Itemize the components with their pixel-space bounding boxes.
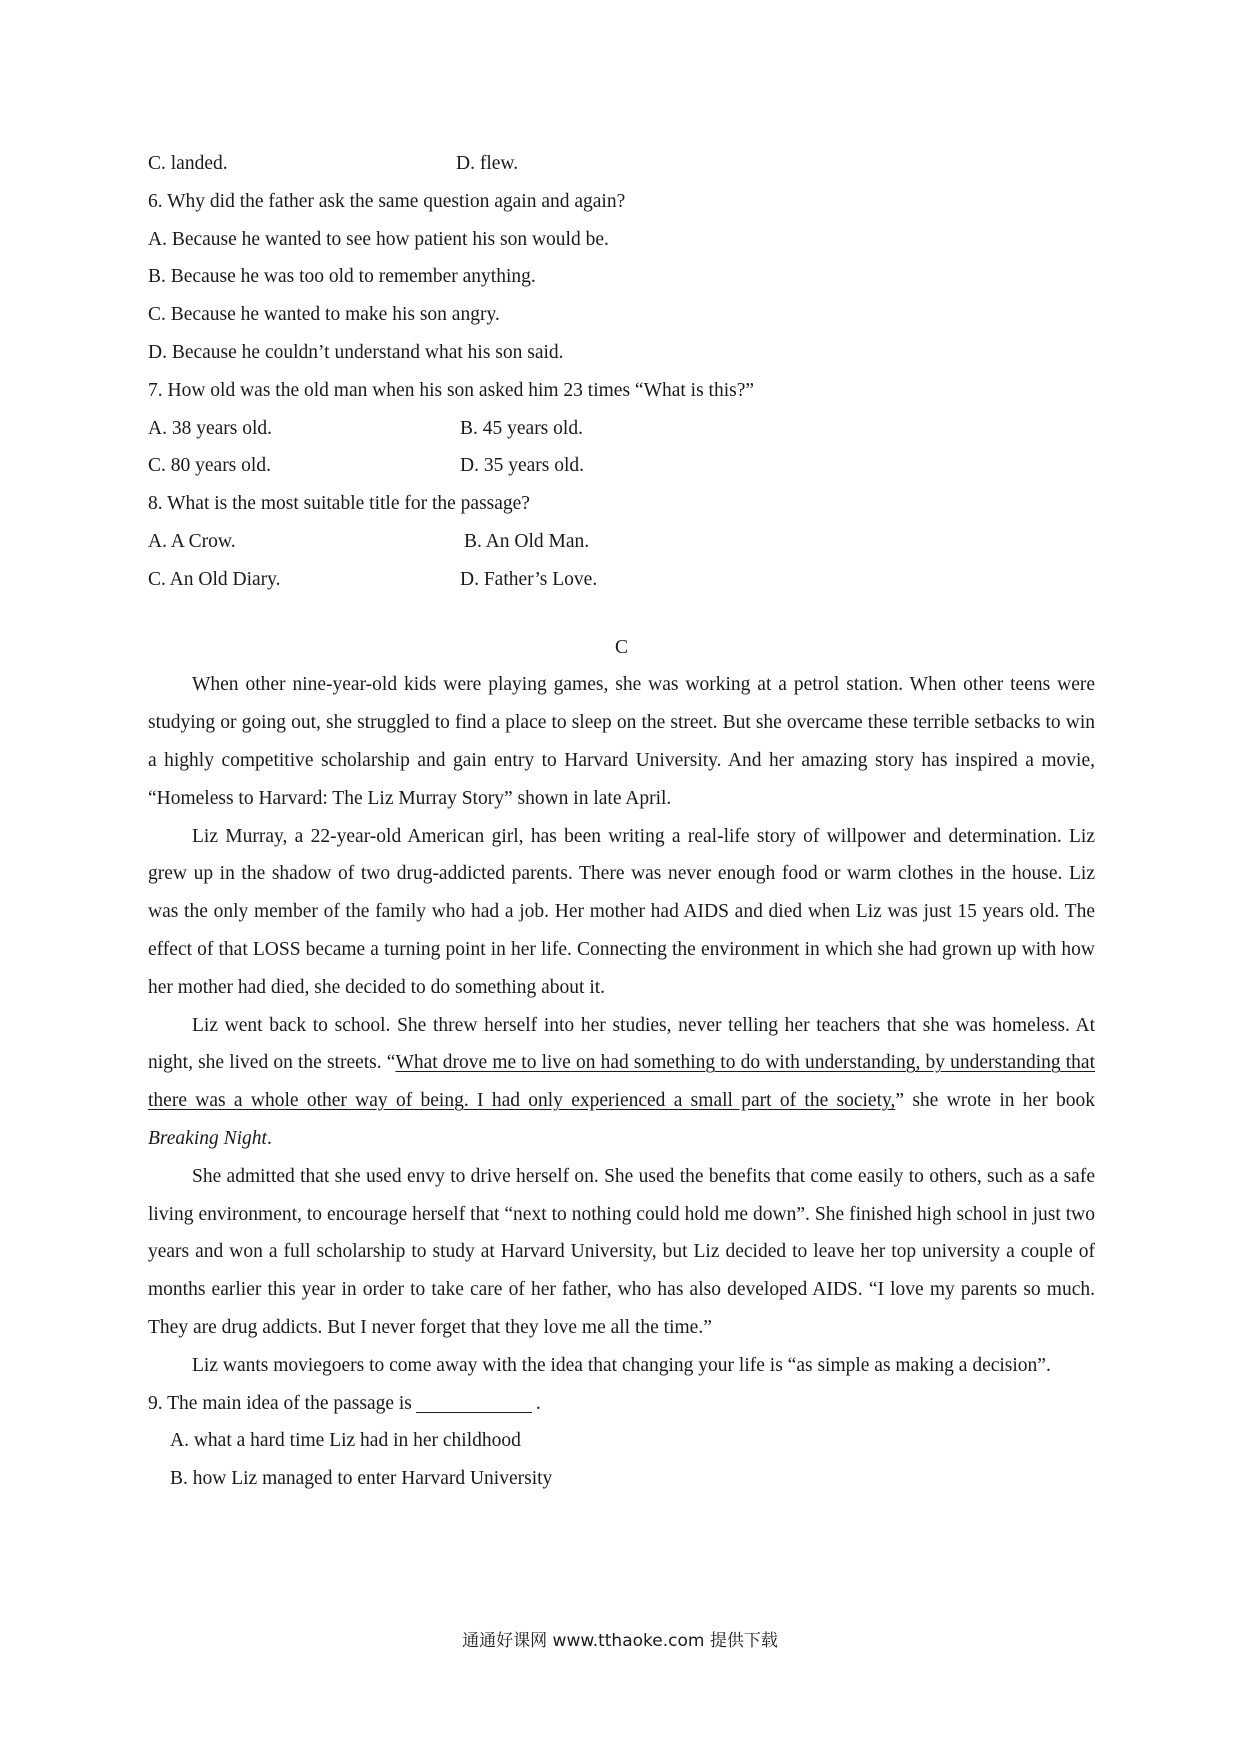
q8-option-d: D. Father’s Love. xyxy=(460,568,598,590)
q6-option-c: C. Because he wanted to make his son angry. xyxy=(148,304,500,326)
q8-options-row-1 xyxy=(148,523,1095,561)
passage-paragraph-2: Liz Murray, a 22-year-old American girl, has been writing a real-life story of willpower and determination. Liz grew up in the shadow of two drug-addicted parents. There was never enough food or warm clothes in the house. Liz was the only member of the family who had a job. Her mother had AIDS and died when Liz was just 15 years old. The effect of that LOSS became a turning point in her life. Connecting the environment in which she had grown up with how her mother had died, she decided to do something about it. xyxy=(148,825,1095,998)
q5-option-d: D. flew. xyxy=(456,153,519,174)
q7-options-row-2 xyxy=(148,447,1095,485)
exam-page xyxy=(148,145,1095,1498)
q6-option-b: B. Because he was too old to remember anything. xyxy=(148,266,536,288)
q8-option-c: C. An Old Diary. xyxy=(148,568,281,590)
q6-option-a: A. Because he wanted to see how patient his son would be. xyxy=(148,228,609,250)
q9-question-text: 9. The main idea of the passage is xyxy=(148,1392,412,1414)
section-heading: C xyxy=(614,636,628,658)
passage-paragraph-1: When other nine-year-old kids were playing games, she was working at a petrol station. When other teens were studying or going out, she struggled to find a place to sleep on the street. But she overcame these terrible setbacks to win a highly competitive scholarship and gain entry to Harvard University. And her amazing story has inspired a movie, “Homeless to Harvard: The Liz Murray Story” shown in late April. xyxy=(148,674,1095,809)
paragraph-3-intro: Liz went back to school. She threw herself into her studies, never telling her teachers that she was homeless. At night, she lived on the streets. “ xyxy=(148,1014,1095,1074)
q9-question-end: . xyxy=(535,1392,541,1414)
passage-paragraph-4: She admitted that she used envy to drive herself on. She used the benefits that come easily to others, such as a safe living environment, to encourage herself that “next to nothing could hold me down”. She finished high school in just two years and won a full scholarship to study at Harvard University, but Liz decided to leave her top university a couple of months earlier this year in order to take care of her father, who has also developed AIDS. “I love my parents so much. They are drug addicts. But I never forget that they love me all the time.” xyxy=(148,1165,1095,1338)
q7-option-c: C. 80 years old. xyxy=(148,455,271,477)
q6-option-d: D. Because he couldn’t understand what his son said. xyxy=(148,341,564,363)
passage-paragraph-5: Liz wants moviegoers to come away with the idea that changing your life is “as simple as making a decision”. xyxy=(192,1354,1051,1376)
q8-options-row-2 xyxy=(148,561,1095,599)
passage-paragraph-3 xyxy=(148,1007,1095,1158)
q8-option-b: B. An Old Man. xyxy=(464,530,590,552)
q7-option-b: B. 45 years old. xyxy=(460,417,583,439)
q7-options-row-1 xyxy=(148,410,1095,448)
q5-option-c: C. landed. xyxy=(148,153,228,174)
q5-options-row xyxy=(148,145,1095,183)
q9-option-a: A. what a hard time Liz had in her childhood xyxy=(170,1430,521,1452)
q9-question xyxy=(148,1385,1095,1423)
q8-option-a: A. A Crow. xyxy=(148,530,236,552)
paragraph-3-end: . xyxy=(266,1127,272,1149)
q7-question: 7. How old was the old man when his son asked him 23 times “What is this?” xyxy=(148,379,755,401)
q8-question: 8. What is the most suitable title for the passage? xyxy=(148,493,530,515)
underlined-quote: What drove me to live on had something to do with understanding, by understanding that there was a whole other way of being. I had only experienced a small part of the society, xyxy=(148,1052,1095,1112)
answer-blank xyxy=(416,1390,532,1413)
paragraph-3-attribution: ” she wrote in her book xyxy=(895,1090,1095,1112)
book-title: Breaking Night xyxy=(148,1127,267,1149)
q9-option-b: B. how Liz managed to enter Harvard University xyxy=(170,1468,553,1490)
q6-question: 6. Why did the father ask the same question again and again? xyxy=(148,190,626,212)
page-footer: 通通好课网 www.tthaoke.com 提供下载 xyxy=(462,1631,778,1651)
q7-option-a: A. 38 years old. xyxy=(148,417,273,439)
q7-option-d: D. 35 years old. xyxy=(460,455,585,477)
